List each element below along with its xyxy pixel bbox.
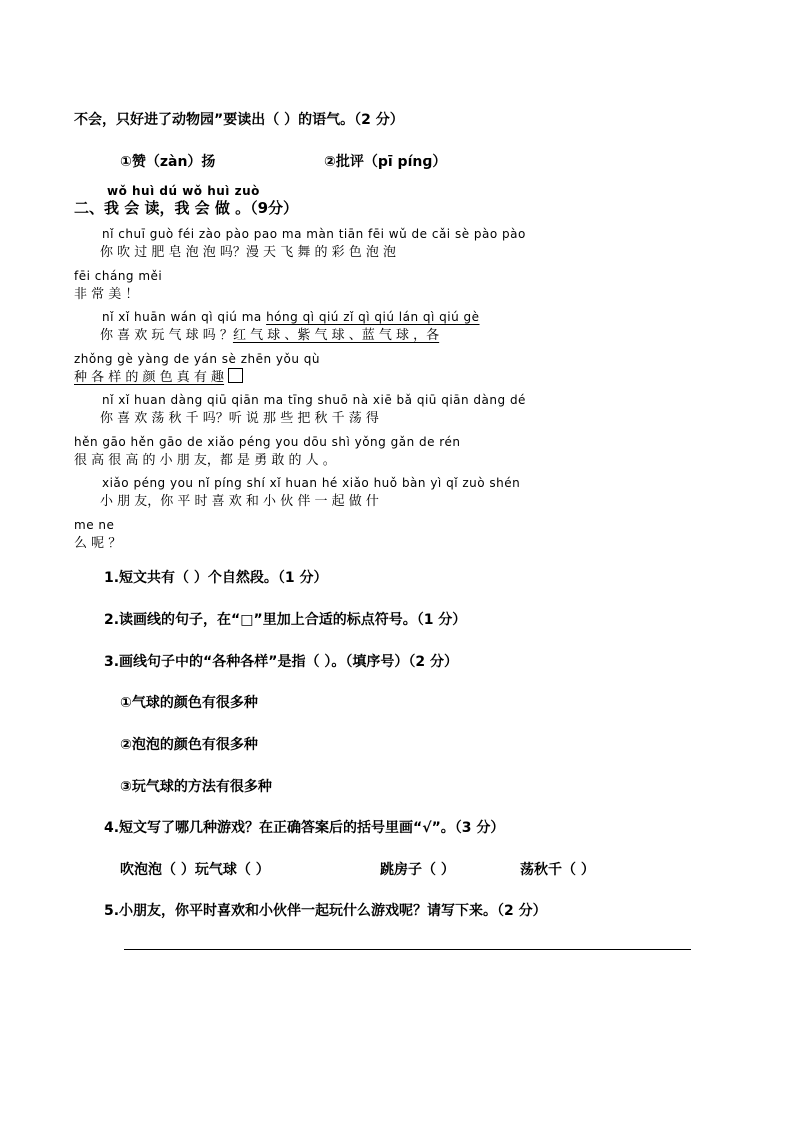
- question-3-option-2: ②泡泡的颜色有很多种: [120, 737, 258, 753]
- p2a-text-underlined: 红 气 球 、紫 气 球 、蓝 气 球 ，各: [232, 328, 440, 343]
- question-5: 5.小朋友，你平时喜欢和小伙伴一起玩什么游戏呢？请写下来。（2 分）: [104, 903, 547, 919]
- p2b-text-underlined: 种 各 样 的 颜 色 真 有 趣: [74, 370, 225, 385]
- p1b-pinyin: fēi cháng měi: [74, 269, 163, 283]
- question-2: 2.读画线的句子，在“□”里加上合适的标点符号。（1 分）: [104, 612, 467, 628]
- section-title: 二、我 会 读，我 会 做 。（9分）: [74, 199, 299, 217]
- question-1: 1.短文共有（ ）个自然段。（1 分）: [104, 570, 328, 586]
- option-praise: ①赞（zàn）扬: [120, 154, 216, 170]
- section-title-pinyin: wǒ huì dú wǒ huì zuò: [107, 184, 260, 198]
- p2a-text-plain: 你 喜 欢 玩 气 球 吗 ？: [100, 328, 233, 343]
- p4a-text: 小 朋 友，你 平 时 喜 欢 和 小 伙 伴 一 起 做 什: [100, 494, 379, 509]
- question-3: 3.画线句子中的“各种各样”是指（ ）。（填序号）（2 分）: [104, 654, 458, 670]
- p2a-pinyin: [102, 310, 480, 324]
- prev-question-text: 不会，只好进了动物园”要读出（ ）的语气。（2 分）: [74, 112, 404, 128]
- p3b-text: 很 高 很 高 的 小 朋 友，都 是 勇 敢 的 人 。: [74, 453, 336, 468]
- p1b-text: 非 常 美 ！: [74, 287, 139, 302]
- p4b-pinyin: me ne: [74, 518, 115, 532]
- question-3-option-3: ③玩气球的方法有很多种: [120, 779, 272, 795]
- p3a-pinyin: nǐ xǐ huan dàng qiū qiān ma tīng shuō nà xiē bǎ qiū qiān dàng dé: [102, 393, 526, 407]
- question-4-choice-hopscotch: 跳房子（ ）: [380, 862, 455, 878]
- question-3-option-1: ①气球的颜色有很多种: [120, 695, 258, 711]
- p1a-text: 你 吹 过 肥 皂 泡 泡 吗？漫 天 飞 舞 的 彩 色 泡 泡: [100, 245, 396, 260]
- p2a-text: [100, 324, 439, 343]
- p3b-pinyin: hěn gāo hěn gāo de xiǎo péng you dōu shì yǒng gǎn de rén: [74, 435, 461, 449]
- p2b-text: [74, 366, 243, 385]
- question-4-choices-a: 吹泡泡（ ）玩气球（ ）: [120, 862, 270, 878]
- p2b-pinyin: zhǒng gè yàng de yán sè zhēn yǒu qù: [74, 352, 321, 366]
- p4b-text: 么 呢 ？: [74, 536, 122, 551]
- answer-line[interactable]: [124, 949, 691, 950]
- p1a-pinyin: nǐ chuī guò féi zào pào pao ma màn tiān fēi wǔ de cǎi sè pào pào: [102, 227, 526, 241]
- p4a-pinyin: xiǎo péng you nǐ píng shí xǐ huan hé xiǎo huǒ bàn yì qǐ zuò shén: [102, 476, 521, 490]
- question-4: 4.短文写了哪几种游戏？在正确答案后的括号里画“√”。（3 分）: [104, 820, 505, 836]
- p2a-pinyin-plain: nǐ xǐ huān wán qì qiú ma: [102, 310, 267, 324]
- option-criticize: ②批评（pī pínɡ）: [324, 154, 447, 170]
- question-4-choice-swing: 荡秋千（ ）: [520, 862, 595, 878]
- punctuation-box[interactable]: [228, 368, 243, 383]
- p2a-pinyin-underlined: hóng qì qiú zǐ qì qiú lán qì qiú gè: [266, 310, 480, 324]
- p3a-text: 你 喜 欢 荡 秋 千 吗？听 说 那 些 把 秋 千 荡 得: [100, 411, 379, 426]
